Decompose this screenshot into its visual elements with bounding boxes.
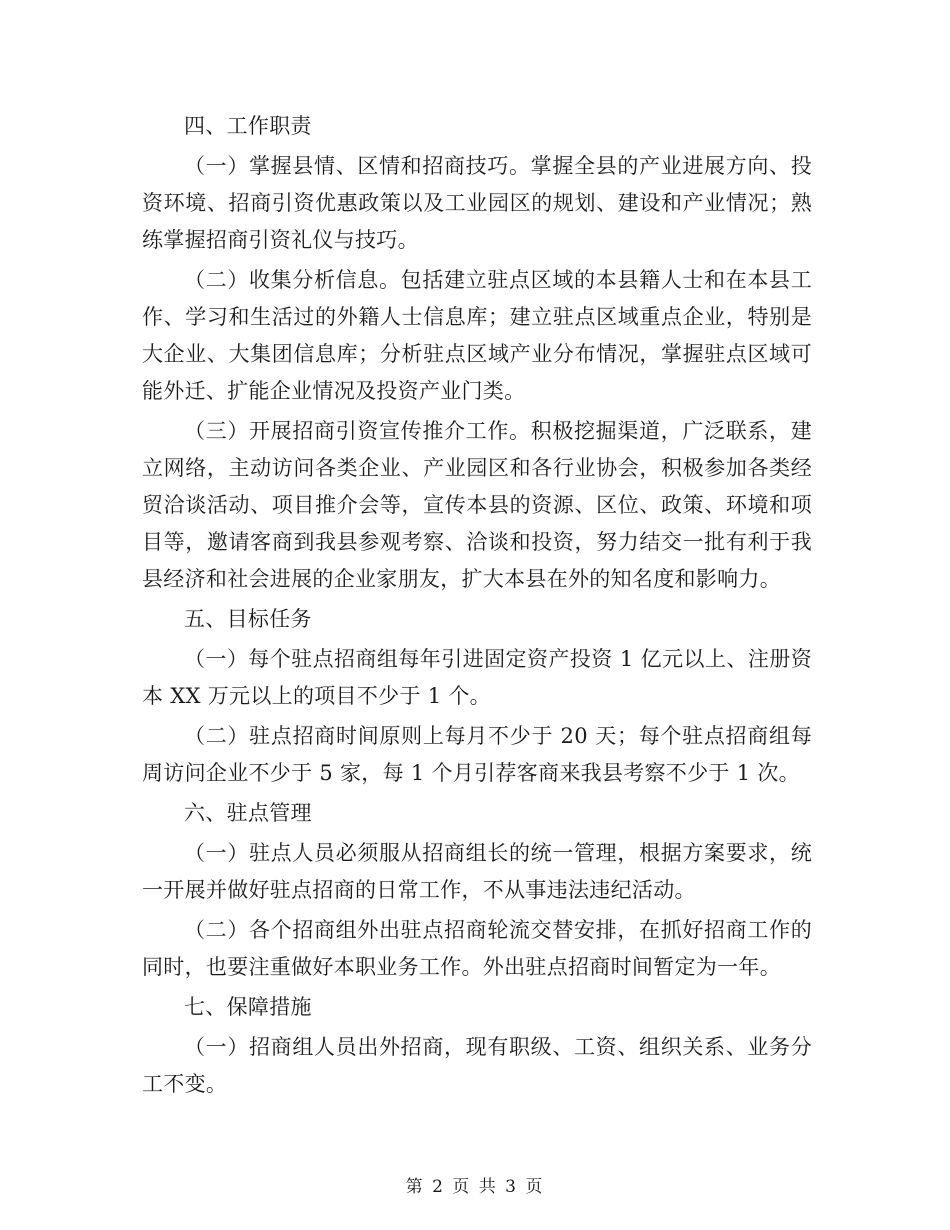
paragraph-safeguards-1: （一）招商组人员出外招商，现有职级、工资、组织关系、业务分工不变。 <box>142 1035 812 1096</box>
paragraph-targets-1: （一）每个驻点招商组每年引进固定资产投资 1 亿元以上、注册资本 XX 万元以上的项目不少于 1 个。 <box>142 647 812 708</box>
section-heading-targets: 五、目标任务 <box>184 607 312 631</box>
paragraph-duties-3: （三）开展招商引资宣传推介工作。积极挖掘渠道，广泛联系，建立网络，主动访问各类企业、产业园区和各行业协会，积极参加各类经贸洽谈活动、项目推介会等，宣传本县的资源、区位、政策、环境和项目等，邀请客商到我县参观考察、洽谈和投资，努力结交一批有利于我县经济和社会进展的企业家朋友，扩大本县在外的知名度和影响力。 <box>142 419 812 591</box>
page-number-footer: 第 2 页 共 3 页 <box>405 1177 545 1197</box>
paragraph-management-2: （二）各个招商组外出驻点招商轮流交替安排，在抓好招商工作的同时，也要注重做好本职业务工作。外出驻点招商时间暂定为一年。 <box>142 918 812 979</box>
section-heading-management: 六、驻点管理 <box>184 801 312 825</box>
paragraph-targets-2: （二）驻点招商时间原则上每月不少于 20 天；每个驻点招商组每周访问企业不少于 5 家，每 1 个月引荐客商来我县考察不少于 1 次。 <box>142 724 812 785</box>
paragraph-duties-1: （一）掌握县情、区情和招商技巧。掌握全县的产业进展方向、投资环境、招商引资优惠政策以及工业园区的规划、建设和产业情况；熟练掌握招商引资礼仪与技巧。 <box>142 154 812 252</box>
section-heading-duties: 四、工作职责 <box>184 114 312 138</box>
section-heading-safeguards: 七、保障措施 <box>184 995 312 1019</box>
paragraph-duties-2: （二）收集分析信息。包括建立驻点区域的本县籍人士和在本县工作、学习和生活过的外籍人士信息库；建立驻点区域重点企业，特别是大企业、大集团信息库；分析驻点区域产业分布情况，掌握驻点区域可能外迁、扩能企业情况及投资产业门类。 <box>142 268 812 403</box>
document-body <box>142 108 812 1103</box>
paragraph-management-1: （一）驻点人员必须服从招商组长的统一管理，根据方案要求，统一开展并做好驻点招商的日常工作，不从事违法违纪活动。 <box>142 841 812 902</box>
